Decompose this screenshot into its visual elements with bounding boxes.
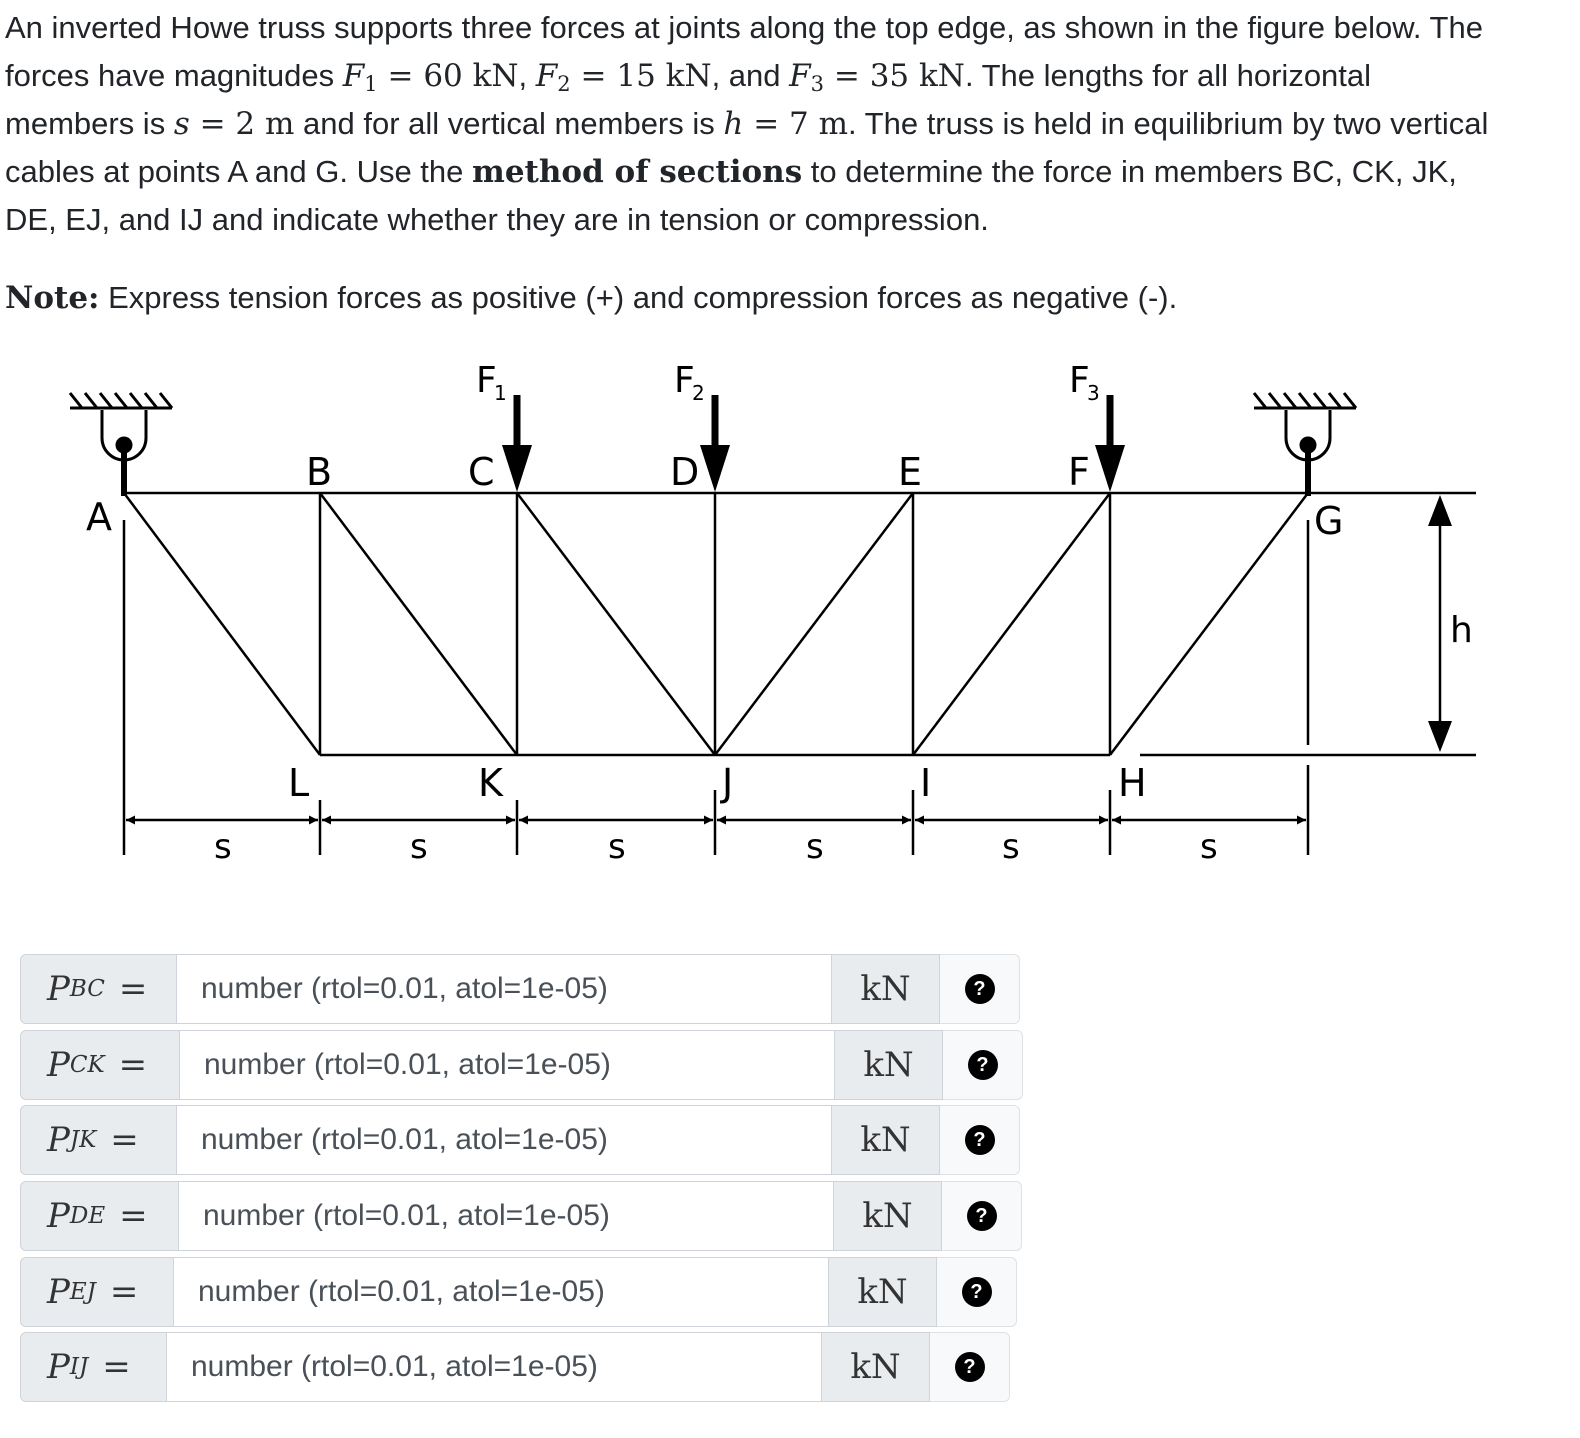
member-EJ bbox=[715, 493, 913, 755]
answer-row-ck bbox=[20, 1030, 1023, 1102]
answer-input-de[interactable] bbox=[179, 1181, 834, 1251]
text-fragment: . The lengths for all horizontal bbox=[964, 58, 1372, 93]
answer-label-bc: P BC = bbox=[20, 954, 177, 1024]
spacing-label-2: s bbox=[410, 827, 428, 867]
help-button-container bbox=[930, 1332, 1010, 1402]
problem-statement bbox=[5, 4, 1567, 244]
truss-figure bbox=[0, 340, 1580, 880]
text-fragment: forces have magnitudes bbox=[5, 58, 343, 93]
var-symbol: P bbox=[47, 1045, 70, 1085]
help-button-container bbox=[937, 1257, 1017, 1327]
equals-sign: = bbox=[118, 969, 148, 1009]
joint-label-H: H bbox=[1118, 761, 1147, 805]
force-label-F1: F bbox=[476, 360, 497, 401]
force-label-F2-sub: 2 bbox=[692, 381, 705, 405]
question-icon[interactable]: ? bbox=[965, 974, 995, 1004]
h-value: = 7 m bbox=[743, 106, 848, 142]
height-label: h bbox=[1450, 610, 1473, 651]
problem-line-2 bbox=[5, 52, 1567, 100]
question-icon[interactable]: ? bbox=[967, 1201, 997, 1231]
question-icon[interactable]: ? bbox=[962, 1277, 992, 1307]
f1-symbol: F bbox=[342, 58, 365, 94]
math-h bbox=[723, 106, 848, 142]
force-label-F2: F bbox=[674, 360, 695, 401]
math-f2 bbox=[536, 58, 712, 94]
question-icon[interactable]: ? bbox=[965, 1125, 995, 1155]
text-fragment: , and bbox=[711, 58, 790, 93]
answer-label-ej: P EJ = bbox=[20, 1257, 174, 1327]
joint-label-C: C bbox=[468, 450, 495, 494]
member-FI bbox=[913, 493, 1110, 755]
note bbox=[5, 274, 1177, 322]
help-button-container bbox=[943, 1030, 1023, 1100]
height-dimension bbox=[1428, 495, 1452, 752]
member-GH bbox=[1110, 493, 1308, 755]
text-fragment: and for all vertical members is bbox=[294, 106, 724, 141]
problem-line-3 bbox=[5, 100, 1567, 148]
equals-sign: = bbox=[110, 1120, 139, 1160]
joint-label-G: G bbox=[1314, 499, 1344, 543]
h-symbol: h bbox=[723, 106, 744, 142]
problem-line-1: An inverted Howe truss supports three forces at joints along the top edge, as shown in the figure below. The bbox=[5, 10, 1483, 45]
joint-label-E: E bbox=[898, 450, 923, 494]
math-s bbox=[174, 106, 295, 142]
math-f3 bbox=[789, 58, 965, 94]
unit-label: kN bbox=[832, 1105, 940, 1175]
joint-label-D: D bbox=[670, 450, 700, 494]
force-label-F1-sub: 1 bbox=[494, 381, 507, 405]
method-of-sections: method of sections bbox=[472, 154, 803, 190]
problem-line-5: DE, EJ, and IJ and indicate whether they are in tension or compression. bbox=[5, 202, 989, 237]
joint-label-I: I bbox=[920, 761, 932, 805]
force-arrow-F2 bbox=[700, 395, 730, 492]
var-symbol: P bbox=[47, 1120, 70, 1160]
f1-subscript: 1 bbox=[364, 72, 378, 96]
spacing-label-6: s bbox=[1200, 827, 1218, 867]
f2-subscript: 2 bbox=[557, 72, 571, 96]
answer-input-bc[interactable] bbox=[177, 954, 832, 1024]
f1-value: = 60 kN bbox=[377, 58, 519, 94]
question-icon[interactable]: ? bbox=[955, 1352, 985, 1382]
note-text: Express tension forces as positive (+) and compression forces as negative (-). bbox=[99, 280, 1178, 315]
unit-label: kN bbox=[829, 1257, 937, 1327]
equals-sign: = bbox=[102, 1347, 131, 1387]
support-A bbox=[70, 393, 172, 496]
f2-symbol: F bbox=[535, 58, 558, 94]
text-fragment: cables at points A and G. Use the bbox=[5, 154, 473, 189]
answer-label-ck: P CK = bbox=[20, 1030, 180, 1100]
text-fragment: members is bbox=[5, 106, 174, 141]
var-symbol: P bbox=[47, 1196, 70, 1236]
equals-sign: = bbox=[119, 1196, 148, 1236]
text-fragment: , bbox=[518, 58, 536, 93]
spacing-label-1: s bbox=[214, 827, 232, 867]
unit-label: kN bbox=[834, 1181, 942, 1251]
note-label: Note: bbox=[5, 280, 100, 316]
answer-label-jk: P JK = bbox=[20, 1105, 177, 1175]
help-button-container bbox=[940, 954, 1020, 1024]
equals-sign: = bbox=[109, 1272, 139, 1312]
unit-label: kN bbox=[822, 1332, 930, 1402]
help-button-container bbox=[940, 1105, 1020, 1175]
answer-input-jk[interactable] bbox=[177, 1105, 832, 1175]
joint-label-L: L bbox=[288, 761, 310, 805]
f3-subscript: 3 bbox=[810, 72, 825, 96]
math-f1 bbox=[343, 58, 519, 94]
spacing-label-4: s bbox=[806, 827, 824, 867]
answer-input-ck[interactable] bbox=[180, 1030, 835, 1100]
text-fragment: to determine the force in members BC, CK, JK, bbox=[802, 154, 1457, 189]
force-arrow-F3 bbox=[1095, 395, 1125, 492]
var-symbol: P bbox=[47, 1347, 70, 1387]
answer-row-de bbox=[20, 1181, 1022, 1253]
unit-label: kN bbox=[835, 1030, 943, 1100]
unit-label: kN bbox=[832, 954, 940, 1024]
support-G bbox=[1254, 393, 1356, 496]
answer-input-ij[interactable] bbox=[167, 1332, 822, 1402]
problem-line-4 bbox=[5, 148, 1567, 196]
spacing-label-5: s bbox=[1002, 827, 1020, 867]
answer-label-de: P DE = bbox=[20, 1181, 179, 1251]
answer-label-ij: P IJ = bbox=[20, 1332, 167, 1402]
answer-row-jk bbox=[20, 1105, 1020, 1177]
spacing-label-3: s bbox=[608, 827, 626, 867]
joint-label-F: F bbox=[1068, 450, 1090, 494]
help-button-container bbox=[942, 1181, 1022, 1251]
s-value: = 2 m bbox=[189, 106, 295, 142]
member-BK bbox=[320, 493, 517, 755]
member-AL bbox=[124, 493, 320, 755]
f3-symbol: F bbox=[789, 58, 811, 94]
member-CJ bbox=[517, 493, 715, 755]
joint-label-J: J bbox=[722, 761, 734, 805]
var-symbol: P bbox=[47, 969, 70, 1009]
joint-label-B: B bbox=[306, 450, 333, 494]
answer-row-bc bbox=[20, 954, 1020, 1026]
joint-label-K: K bbox=[478, 761, 503, 805]
force-label-F3-sub: 3 bbox=[1087, 381, 1100, 405]
answer-row-ej bbox=[20, 1257, 1017, 1329]
force-arrow-F1 bbox=[502, 395, 532, 492]
force-label-F3: F bbox=[1069, 360, 1090, 401]
f2-value: = 15 kN bbox=[570, 58, 712, 94]
text-fragment: . The truss is held in equilibrium by two vertical bbox=[848, 106, 1489, 141]
equals-sign: = bbox=[118, 1045, 148, 1085]
question-icon[interactable]: ? bbox=[968, 1050, 998, 1080]
answer-input-ej[interactable] bbox=[174, 1257, 829, 1327]
var-symbol: P bbox=[47, 1272, 70, 1312]
f3-value: = 35 kN bbox=[824, 58, 965, 94]
joint-label-A: A bbox=[86, 495, 112, 539]
answer-row-ij bbox=[20, 1332, 1010, 1404]
s-symbol: s bbox=[173, 106, 190, 142]
